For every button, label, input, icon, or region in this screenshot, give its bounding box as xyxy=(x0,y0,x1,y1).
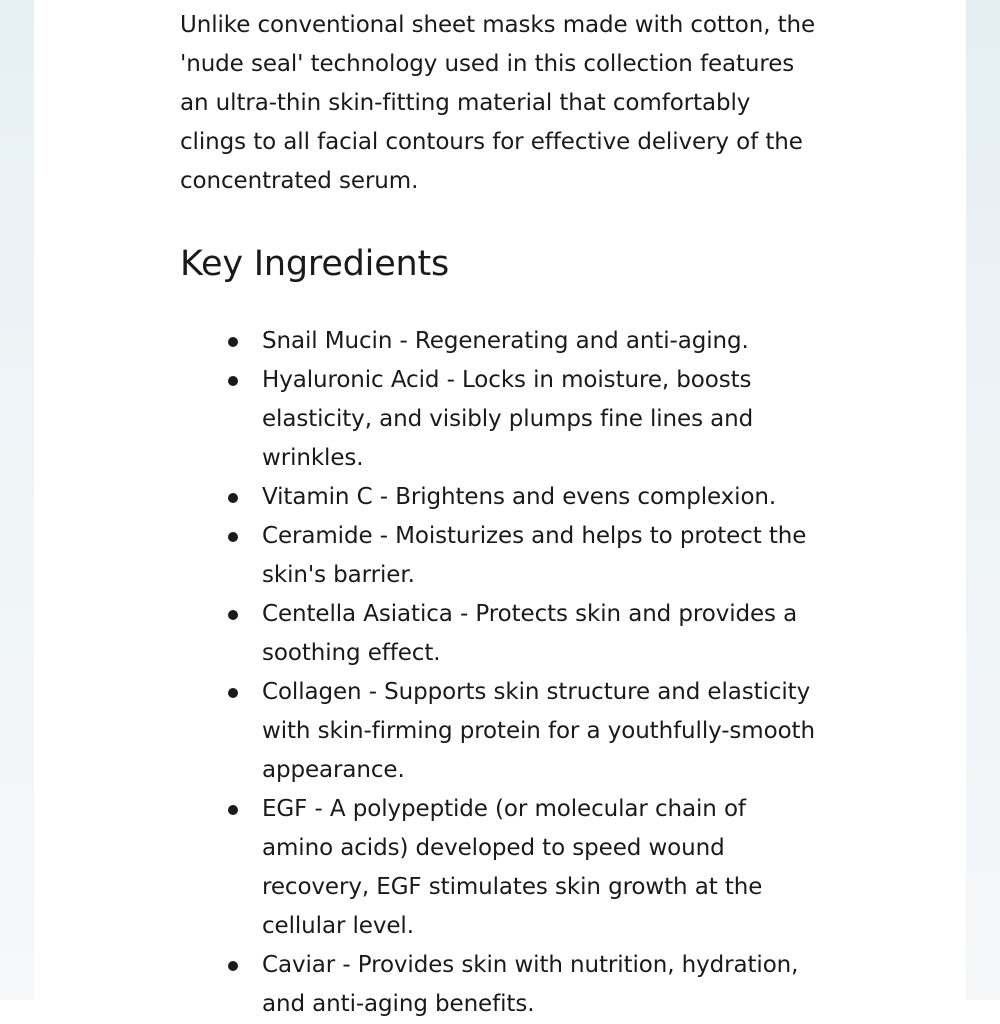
ingredient-item xyxy=(180,946,822,1024)
ingredient-item xyxy=(180,517,822,595)
ingredient-text: EGF - A polypeptide (or molecular chain of amino acids) developed to speed wound recovery, EGF stimulates skin growth at the cellular level. xyxy=(262,796,763,939)
ingredient-text: Vitamin C - Brightens and evens complexion. xyxy=(262,484,777,510)
bullet-icon xyxy=(228,532,238,542)
ingredient-text: Snail Mucin - Regenerating and anti-aging. xyxy=(262,328,749,354)
product-description xyxy=(180,0,840,1017)
bullet-icon xyxy=(228,688,238,698)
bullet-icon xyxy=(228,805,238,815)
ingredient-item xyxy=(180,361,822,478)
ingredients-list xyxy=(180,322,840,1024)
bullet-icon xyxy=(228,610,238,620)
ingredient-item xyxy=(180,322,822,361)
ingredient-item xyxy=(180,478,822,517)
ingredient-text: Centella Asiatica - Protects skin and provides a soothing effect. xyxy=(262,601,798,666)
bullet-icon xyxy=(228,961,238,971)
ingredient-text: Hyaluronic Acid - Locks in moisture, boosts elasticity, and visibly plumps fine lines and wrinkles. xyxy=(262,367,754,471)
ingredient-item xyxy=(180,595,822,673)
ingredient-text: Collagen - Supports skin structure and elasticity with skin-firming protein for a youthfully-smooth appearance. xyxy=(262,679,815,783)
bullet-icon xyxy=(228,493,238,503)
key-ingredients-heading: Key Ingredients xyxy=(180,244,450,284)
ingredient-item xyxy=(180,790,822,946)
right-edge-strip xyxy=(966,0,1000,1000)
ingredient-text: Caviar - Provides skin with nutrition, hydration, and anti-aging benefits. xyxy=(262,952,799,1017)
bullet-icon xyxy=(228,376,238,386)
ingredient-text: Ceramide - Moisturizes and helps to protect the skin's barrier. xyxy=(262,523,807,588)
left-edge-strip xyxy=(0,0,34,1000)
intro-paragraph: Unlike conventional sheet masks made with cotton, the 'nude seal' technology used in this collection features an ultra-thin skin-fitting material that comfortably clings to all facial contours for effective delivery of the concentrated serum. xyxy=(180,12,816,194)
ingredient-item xyxy=(180,673,822,790)
bullet-icon xyxy=(228,337,238,347)
